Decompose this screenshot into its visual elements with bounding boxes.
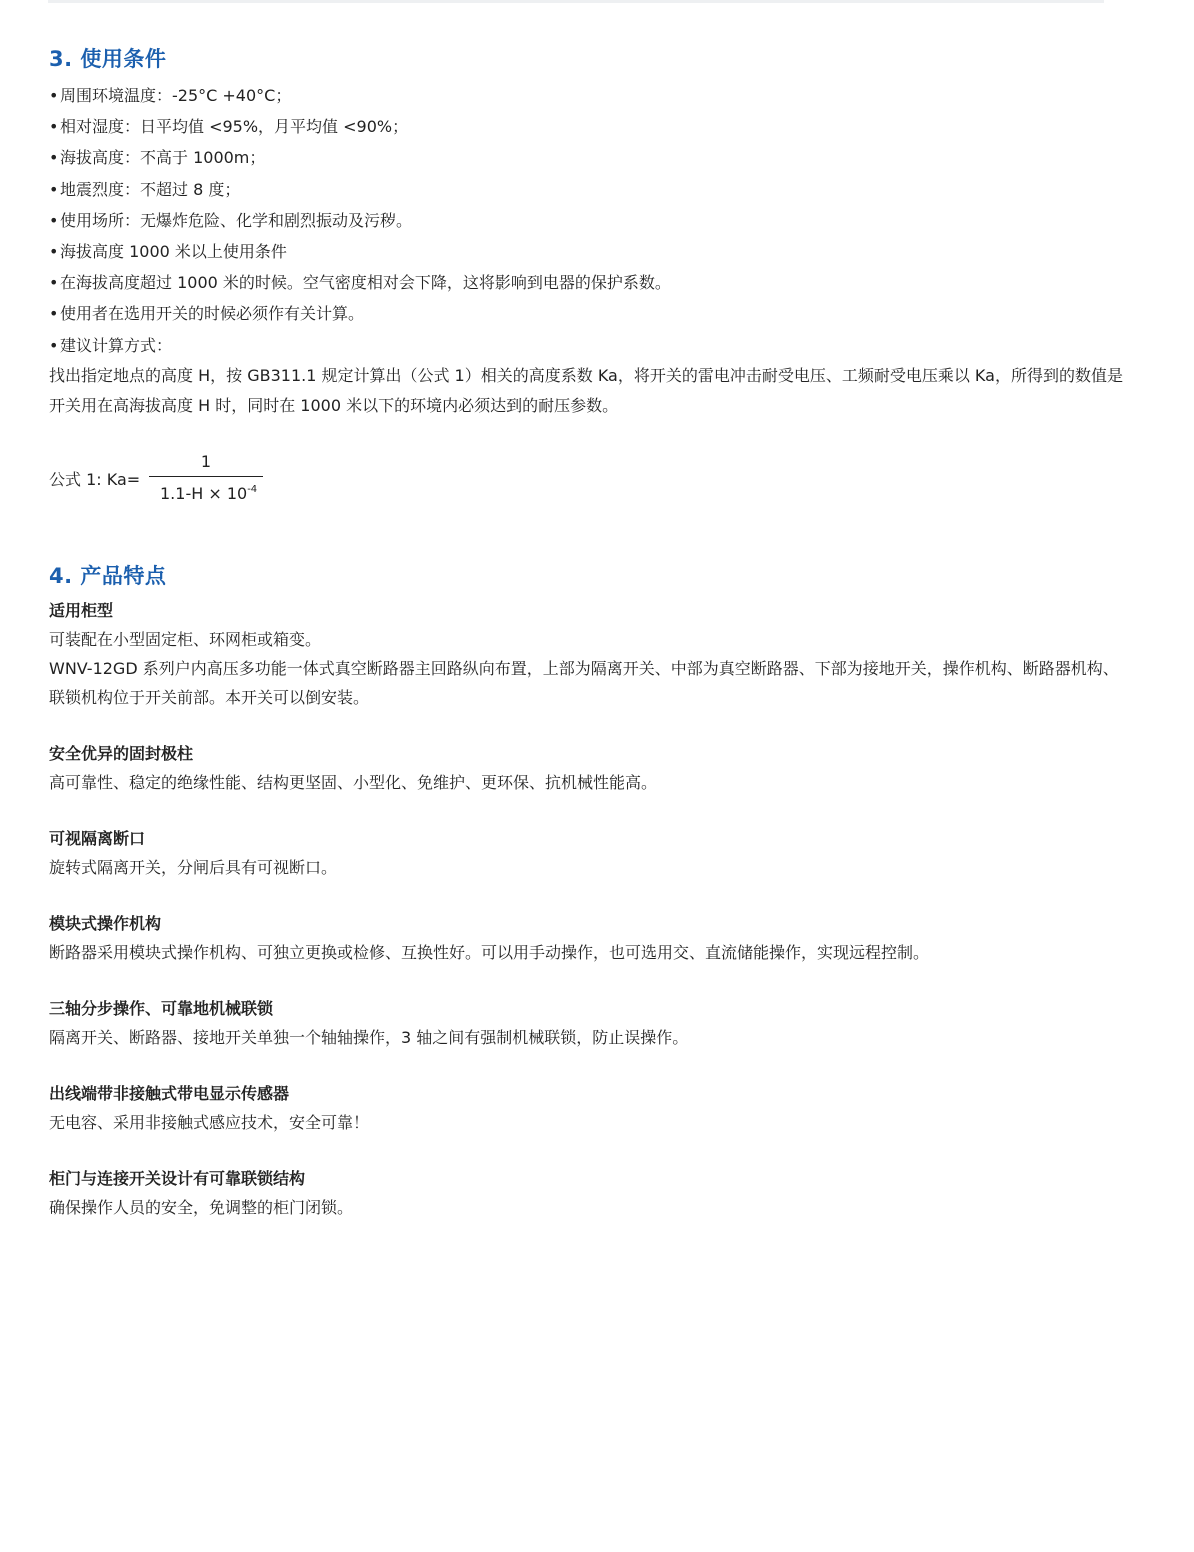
conditions-list: [49, 80, 1129, 361]
feature-block: [49, 597, 1129, 712]
document-page: [49, 40, 1129, 1222]
top-divider: [48, 0, 1104, 3]
calculation-paragraph: 找出指定地点的高度 H，按 GB311.1 规定计算出（公式 1）相关的高度系数 Ka，将开关的雷电冲击耐受电压、工频耐受电压乘以 Ka，所得到的数值是开关用在高海拔高度 H 时，同时在 1000 米以下的环境内必须达到的耐压参数。: [49, 365, 1123, 416]
feature-body: [49, 1023, 1129, 1052]
section-usage-conditions: [49, 40, 1129, 512]
feature-title: 柜门与连接开关设计有可靠联锁结构: [49, 1168, 306, 1188]
feature-title: 模块式操作机构: [49, 913, 162, 933]
feature-text: 隔离开关、断路器、接地开关单独一个轴轴操作，3 轴之间有强制机械联锁，防止误操作。: [49, 1027, 689, 1047]
feature-body: [49, 1108, 1129, 1137]
feature-title: 可视隔离断口: [49, 828, 146, 848]
denominator-exponent: -4: [247, 483, 258, 495]
list-item: • 相对湿度：日平均值 <95%，月平均值 <90%；: [49, 111, 1129, 142]
feature-block: [49, 995, 1129, 1052]
formula-1: [49, 452, 1129, 512]
list-item: • 海拔高度 1000 米以上使用条件: [49, 236, 1129, 267]
feature-text: 可装配在小型固定柜、环网柜或箱变。: [49, 629, 322, 649]
list-item: • 地震烈度：不超过 8 度；: [49, 174, 1129, 205]
formula-lhs: 公式 1: Ka=: [49, 469, 141, 489]
feature-text: 确保操作人员的安全，免调整的柜门闭锁。: [49, 1197, 354, 1217]
list-item: • 使用者在选用开关的时候必须作有关计算。: [49, 298, 1129, 329]
feature-block: [49, 1165, 1129, 1222]
feature-body: [49, 768, 1129, 797]
list-item: • 在海拔高度超过 1000 米的时候。空气密度相对会下降，这将影响到电器的保护系数。: [49, 267, 1129, 298]
formula-numerator: 1: [200, 451, 212, 471]
feature-text: WNV-12GD 系列户内高压多功能一体式真空断路器主回路纵向布置，上部为隔离开关、中部为真空断路器、下部为接地开关，操作机构、断路器机构、联锁机构位于开关前部。本开关可以倒安装。: [49, 658, 1119, 707]
feature-text: 断路器采用模块式操作机构、可独立更换或检修、互换性好。可以用手动操作，也可选用交、直流储能操作，实现远程控制。: [49, 942, 930, 962]
formula-denominator: [149, 477, 263, 507]
feature-block: [49, 825, 1129, 882]
section-title: 3. 使用条件: [49, 47, 167, 71]
denominator-base: 1.1-H × 10: [160, 483, 248, 503]
feature-title: 安全优异的固封极柱: [49, 743, 194, 763]
list-item: • 使用场所：无爆炸危险、化学和剧烈振动及污秽。: [49, 205, 1129, 236]
formula-fraction: [149, 452, 263, 507]
feature-title: 适用柜型: [49, 600, 114, 620]
section-product-features: [49, 557, 1129, 1222]
section-title: 4. 产品特点: [49, 563, 167, 588]
feature-body: [49, 625, 1129, 712]
list-item: • 周围环境温度：-25°C +40°C；: [49, 80, 1129, 111]
feature-body: [49, 853, 1129, 882]
feature-block: [49, 740, 1129, 797]
feature-block: [49, 910, 1129, 967]
list-item: • 海拔高度：不高于 1000m；: [49, 142, 1129, 173]
feature-body: [49, 1193, 1129, 1222]
feature-text: 旋转式隔离开关，分闸后具有可视断口。: [49, 857, 338, 877]
feature-block: [49, 1080, 1129, 1137]
list-item: • 建议计算方式：: [49, 330, 1129, 361]
feature-title: 三轴分步操作、可靠地机械联锁: [49, 998, 274, 1018]
feature-text: 高可靠性、稳定的绝缘性能、结构更坚固、小型化、免维护、更环保、抗机械性能高。: [49, 772, 658, 792]
feature-text: 无电容、采用非接触式感应技术，安全可靠！: [49, 1112, 370, 1132]
feature-body: [49, 938, 1129, 967]
feature-title: 出线端带非接触式带电显示传感器: [49, 1083, 290, 1103]
